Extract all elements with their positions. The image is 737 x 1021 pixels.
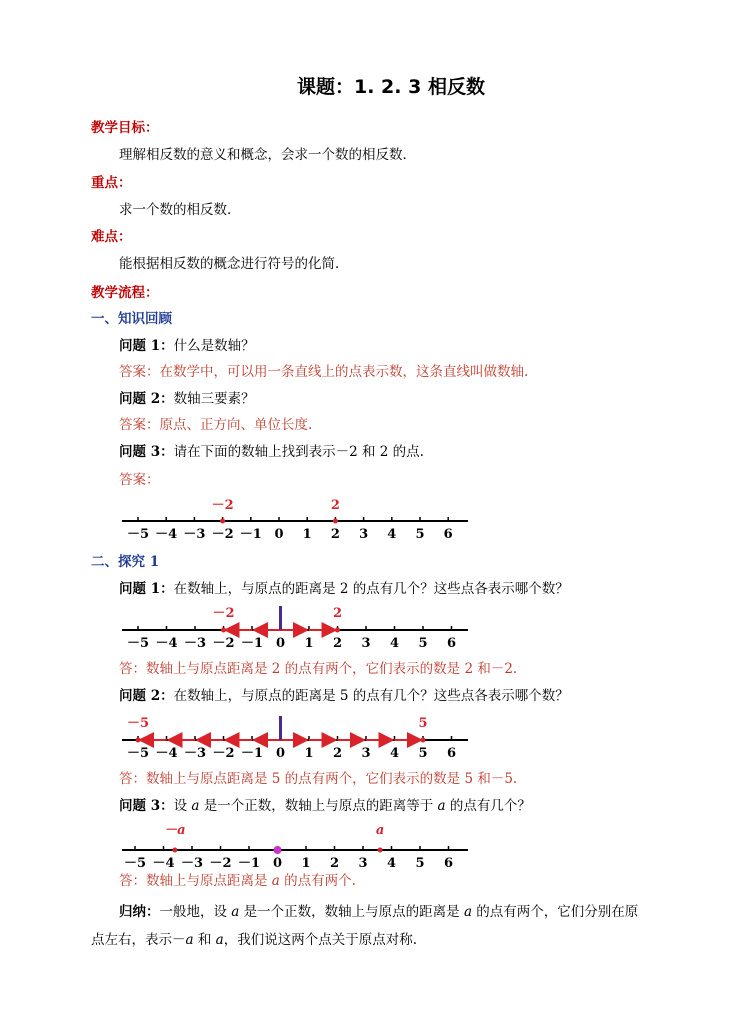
summary-text-c: 的点有两个，它们分别在原 — [472, 904, 639, 920]
s2-answer-1: 答：数轴上与原点距离是 2 的点有两个，它们表示的数是 2 和－2. — [119, 661, 518, 677]
question-text: 在数轴上，与原点的距离是 5 的点有几个？这些点各表示哪个数？ — [173, 688, 569, 704]
question-label: 问题 1： — [119, 338, 174, 354]
summary-text-a: 一般地，设 — [159, 904, 232, 920]
objective-heading: 教学目标： — [91, 120, 159, 136]
var-a: a — [463, 904, 473, 920]
section1-heading: 一、知识回顾 — [91, 311, 172, 327]
tick-label: 2 — [332, 636, 343, 651]
section2-heading: 二、探究 1 — [91, 554, 160, 570]
question-label: 问题 3： — [119, 798, 174, 814]
tick-label: －5 — [123, 856, 147, 871]
marked-point — [333, 519, 338, 524]
number-line-4 — [122, 823, 468, 871]
tick-label: －2 — [211, 527, 234, 542]
tick-label: －3 — [180, 856, 204, 871]
marked-point — [220, 519, 225, 524]
tick-label: 1 — [302, 527, 312, 542]
marked-point — [378, 848, 383, 853]
summary-label: 归纳： — [119, 904, 160, 920]
tick-label: 2 — [329, 856, 340, 871]
tick-label: －4 — [152, 856, 175, 871]
var-a: a — [231, 904, 240, 920]
marked-point — [221, 628, 226, 633]
summary-text-e: 和 — [193, 932, 216, 948]
tick-label: 4 — [386, 856, 397, 871]
point-label: －a — [164, 823, 186, 838]
key-point-heading: 重点： — [91, 175, 132, 191]
question-label: 问题 3： — [119, 444, 174, 460]
difficulty-heading: 难点： — [91, 229, 132, 245]
point-label: 2 — [330, 498, 340, 513]
tick-label: －2 — [212, 746, 235, 761]
question-label: 问题 2： — [119, 688, 174, 704]
page-title: 课题：1. 2. 3 相反数 — [297, 76, 485, 98]
origin-bar — [279, 716, 282, 740]
answer-text-a: 答：数轴上与原点距离是 — [119, 873, 272, 889]
question-text: 请在下面的数轴上找到表示－2 和 2 的点. — [173, 444, 424, 460]
flow-heading: 教学流程： — [91, 285, 159, 301]
point-label: －2 — [211, 498, 234, 513]
origin-dot — [274, 846, 282, 854]
var-a: a — [215, 932, 224, 948]
tick-label: －4 — [155, 527, 178, 542]
tick-label: 0 — [275, 746, 286, 761]
tick-label: 6 — [446, 746, 457, 761]
number-line-2 — [122, 606, 468, 651]
tick-label: 4 — [387, 527, 397, 542]
tick-label: －5 — [126, 746, 150, 761]
marked-point — [136, 738, 141, 743]
question-label: 问题 1： — [119, 581, 174, 597]
tick-label: 0 — [275, 636, 286, 651]
key-point-text: 求一个数的相反数． — [119, 202, 241, 218]
tick-label: 3 — [361, 636, 371, 651]
marked-point — [335, 628, 340, 633]
marked-point — [172, 848, 177, 853]
number-line-1 — [122, 498, 468, 542]
tick-label: 4 — [389, 636, 400, 651]
tick-label: －4 — [155, 746, 178, 761]
tick-label: －2 — [209, 856, 232, 871]
var-a: a — [271, 873, 280, 889]
var-a: a — [191, 798, 200, 814]
s2-answer-2: 答：数轴上与原点距离是 5 的点有两个，它们表示的数是 5 和－5. — [119, 771, 518, 787]
number-line-3 — [122, 716, 468, 761]
tick-label: －1 — [240, 746, 264, 761]
tick-label: 5 — [415, 856, 425, 871]
question-text: 数轴三要素？ — [173, 391, 255, 407]
summary-text-f: ，我们说这两个点关于原点对称. — [223, 932, 418, 948]
s1-answer-2: 答案：原点、正方向、单位长度. — [119, 417, 313, 433]
tick-label: －3 — [183, 636, 207, 651]
tick-label: 0 — [274, 527, 284, 542]
tick-label: －1 — [239, 527, 262, 542]
var-a: a — [437, 798, 446, 814]
tick-label: 2 — [332, 746, 343, 761]
tick-label: 0 — [272, 856, 283, 871]
objective-text: 理解相反数的意义和概念，会求一个数的相反数． — [119, 147, 416, 163]
tick-label: 1 — [301, 856, 311, 871]
summary-text-d: 点左右，表示－ — [91, 932, 186, 948]
tick-label: －3 — [183, 527, 206, 542]
origin-bar — [279, 606, 282, 630]
answer-text-b: 的点有两个. — [279, 873, 356, 889]
s1-answer-3: 答案： — [119, 472, 160, 488]
question-text-c: 的点有几个？ — [445, 798, 531, 814]
summary-text-b: 是一个正数，数轴上与原点的距离是 — [239, 904, 464, 920]
tick-label: －5 — [126, 527, 150, 542]
tick-label: －1 — [237, 856, 261, 871]
tick-label: 5 — [418, 746, 428, 761]
var-a: a — [185, 932, 194, 948]
tick-label: 3 — [361, 746, 371, 761]
tick-label: 6 — [443, 527, 453, 542]
tick-label: 6 — [443, 856, 454, 871]
tick-label: 3 — [358, 856, 368, 871]
point-label: 2 — [332, 606, 343, 621]
tick-label: －3 — [183, 746, 207, 761]
difficulty-text: 能根据相反数的概念进行符号的化简． — [119, 256, 349, 272]
point-label: 5 — [418, 716, 428, 731]
tick-label: 6 — [446, 636, 457, 651]
tick-label: 5 — [415, 527, 425, 542]
tick-label: 2 — [330, 527, 340, 542]
question-text-b: 是一个正数，数轴上与原点的距离等于 — [199, 798, 438, 814]
point-label: －2 — [212, 606, 235, 621]
point-label: a — [375, 823, 385, 838]
tick-label: －5 — [126, 636, 150, 651]
question-label: 问题 2： — [119, 391, 174, 407]
s1-answer-1: 答案：在数学中，可以用一条直线上的点表示数，这条直线叫做数轴. — [119, 364, 529, 380]
question-text: 什么是数轴？ — [173, 338, 255, 354]
tick-label: 1 — [304, 636, 314, 651]
point-label: －5 — [126, 716, 150, 731]
tick-label: 5 — [418, 636, 428, 651]
marked-point — [421, 738, 426, 743]
tick-label: 3 — [359, 527, 369, 542]
tick-label: －2 — [212, 636, 235, 651]
tick-label: 4 — [389, 746, 400, 761]
tick-label: 1 — [304, 746, 314, 761]
question-text-a: 设 — [173, 798, 192, 814]
tick-label: －4 — [155, 636, 178, 651]
tick-label: －1 — [240, 636, 264, 651]
question-text: 在数轴上，与原点的距离是 2 的点有几个？这些点各表示哪个数？ — [173, 581, 569, 597]
